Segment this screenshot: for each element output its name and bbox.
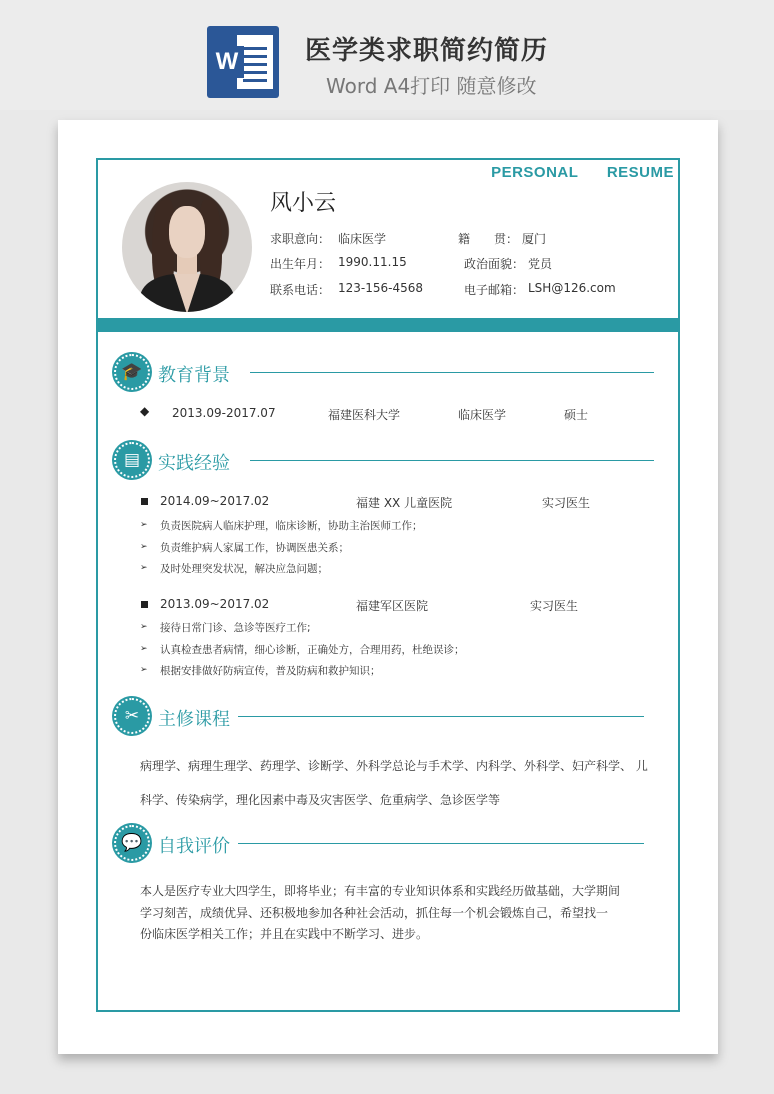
page-header [0,0,774,110]
resume-frame [96,158,680,1012]
job2-role: 实习医生 [530,599,579,613]
job1-item: 负责医院病人临床护理，临床诊断，协助主治医师工作； [160,520,423,532]
education-degree: 硕士 [564,408,589,422]
birth-label: 出生年月： [270,257,331,271]
job2-org: 福建军区医院 [356,599,429,613]
email-value: LSH@126.com [528,281,616,295]
politics-value: 党员 [528,257,553,271]
politics-label: 政治面貌： [464,257,525,271]
header-band [98,318,678,332]
email-label: 电子邮箱： [464,283,525,297]
courses-line: 病理学、病理生理学、药理学、诊断学、外科学总论与手术学、内科学、外科学、妇产科学、 儿 [140,759,648,773]
arrow-bullet-icon: ➢ [140,542,148,552]
chat-bubble-icon: 💬 [114,825,150,861]
education-major: 临床医学 [458,408,507,422]
page-subtitle: Word A4打印 随意修改 [326,74,537,98]
arrow-bullet-icon: ➢ [140,520,148,530]
self-divider [238,843,644,844]
candidate-name: 风小云 [270,191,337,216]
experience-divider [250,460,654,461]
self-line: 本人是医疗专业大四学生，即将毕业；有丰富的专业知识体系和实践经历做基础，大学期间 [140,884,621,898]
intent-label: 求职意向： [270,232,331,246]
courses-line: 科学、传染病学，理化因素中毒及灾害医学、危重病学、急诊医学等 [140,793,501,807]
word-app-icon [207,26,279,98]
word-letter: W [210,46,244,78]
diamond-bullet-icon: ◆ [140,404,150,418]
courses-divider [238,716,644,717]
job1-period: 2014.09~2017.02 [160,494,270,508]
id-card-icon: ▤ [114,442,150,478]
phone-label: 联系电话： [270,283,331,297]
square-bullet-icon [141,601,148,608]
intent-value: 临床医学 [338,232,387,246]
self-line: 份临床医学相关工作；并且在实践中不断学习、进步。 [140,927,429,941]
arrow-bullet-icon: ➢ [140,563,148,573]
job1-org: 福建 XX 儿童医院 [356,496,453,510]
job2-item: 根据安排做好防病宣传，普及防病和救护知识； [160,665,381,677]
job2-period: 2013.09~2017.02 [160,597,270,611]
phone-value: 123-156-4568 [338,281,424,295]
origin-label: 籍 贯： [458,232,519,246]
education-school: 福建医科大学 [328,408,401,422]
birth-value: 1990.11.15 [338,255,407,269]
self-line: 学习刻苦，成绩优异、还积极地参加各种社会活动，抓住每一个机会锻炼自己，希望找一 [140,906,609,920]
education-period: 2013.09-2017.07 [172,406,276,420]
origin-value: 厦门 [522,232,547,246]
square-bullet-icon [141,498,148,505]
education-title: 教育背景 [158,365,230,386]
job1-item: 负责维护病人家属工作，协调医患关系； [160,542,349,554]
arrow-bullet-icon: ➢ [140,644,148,654]
experience-title: 实践经验 [158,453,230,474]
arrow-bullet-icon: ➢ [140,665,148,675]
profile-photo [122,182,252,312]
graduation-cap-icon: 🎓 [114,354,150,390]
education-divider [250,372,654,373]
self-title: 自我评价 [158,836,230,857]
page-title: 医学类求职简约简历 [305,36,549,66]
job2-item: 认真检查患者病情，细心诊断，正确处方，合理用药，杜绝误诊； [160,644,465,656]
arrow-bullet-icon: ➢ [140,622,148,632]
personal-resume-title: PERSONAL RESUME [491,164,674,181]
job1-role: 实习医生 [542,496,591,510]
tools-icon: ✂ [114,698,150,734]
job1-item: 及时处理突发状况，解决应急问题； [160,563,328,575]
resume-paper [58,120,718,1054]
courses-title: 主修课程 [158,709,230,730]
job2-item: 接待日常门诊、急诊等医疗工作; [160,622,311,634]
